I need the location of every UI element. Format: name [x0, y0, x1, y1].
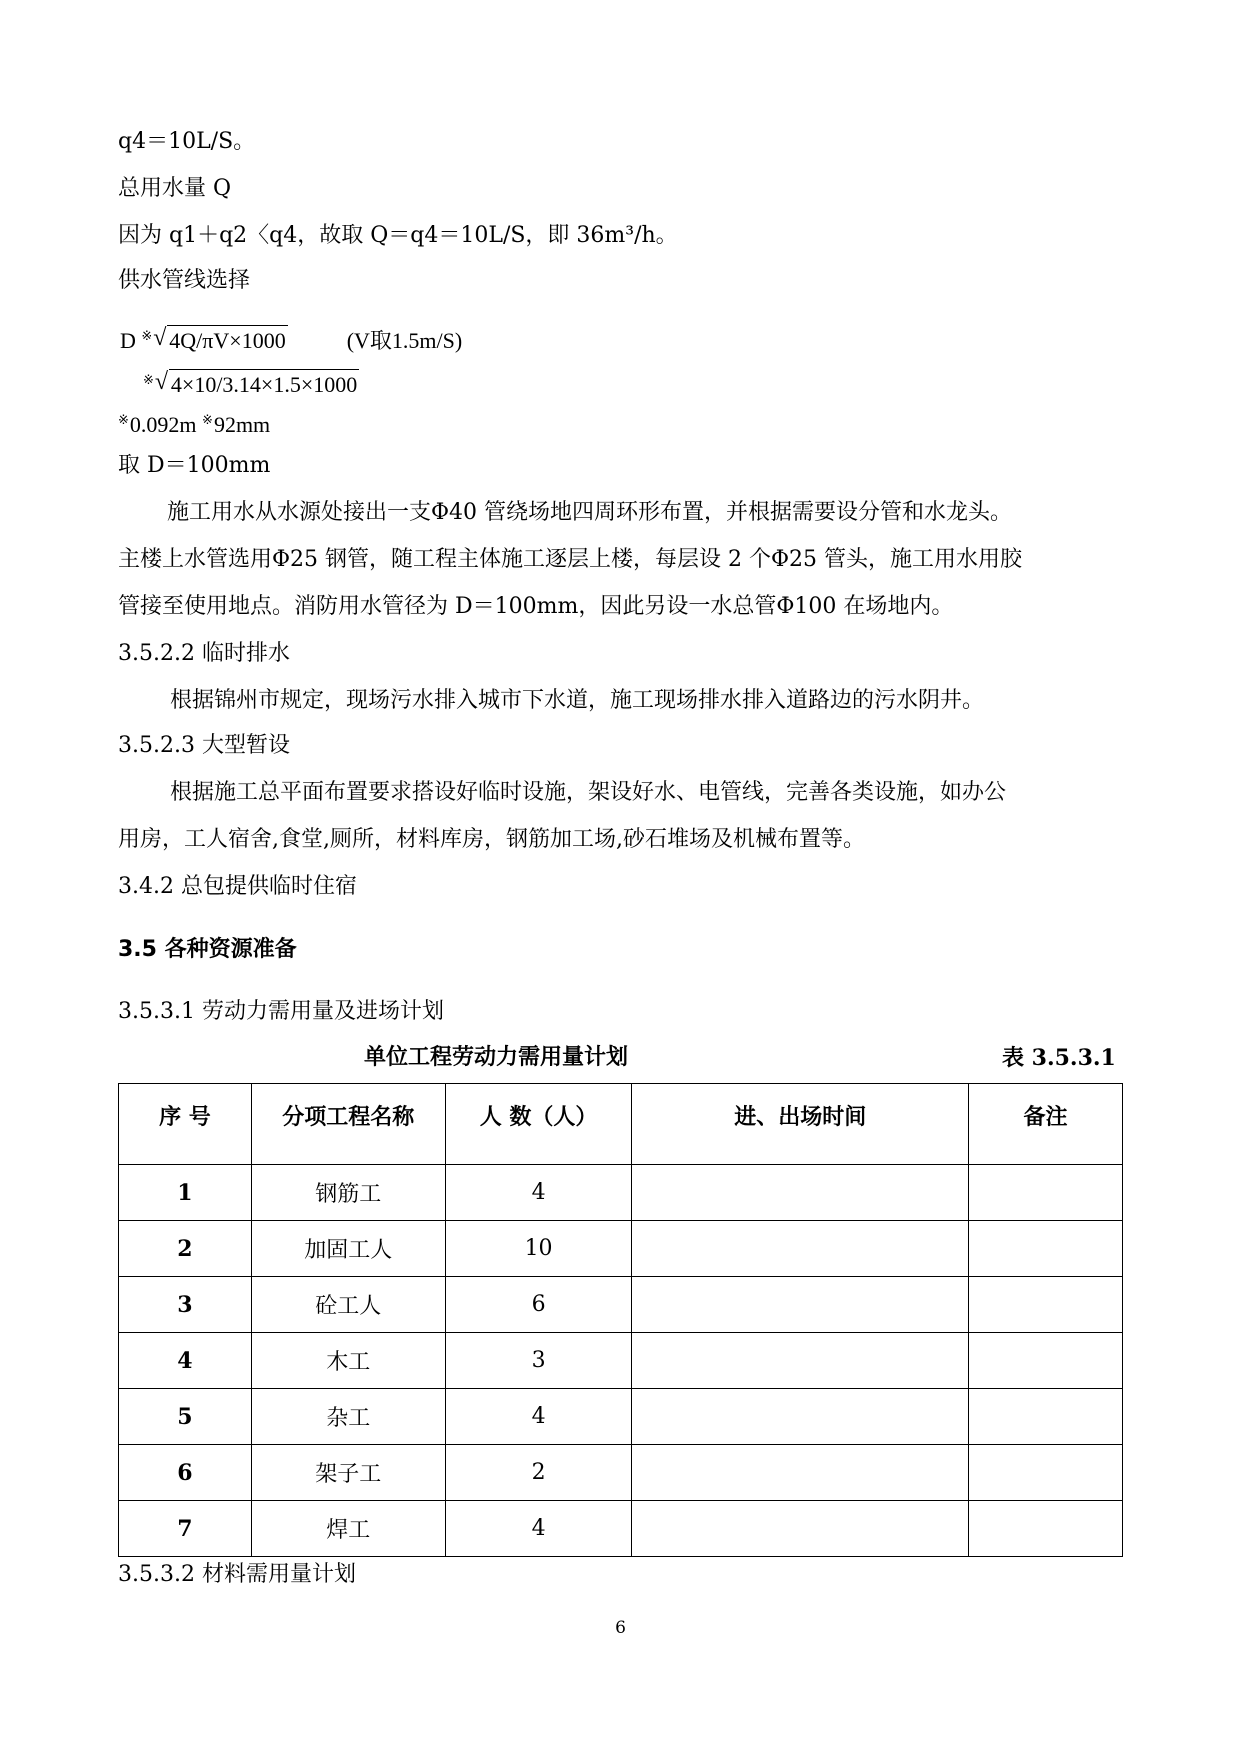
text-line: 因为 q1＋q2〈q4，故取 Q＝q4＝10L/S，即 36m³/h。: [118, 223, 678, 248]
formula-symbol: ※: [141, 328, 152, 343]
section-title: 3.5 各种资源准备: [118, 937, 297, 962]
formula-value: 0.092m: [129, 412, 197, 437]
table-row: [119, 1445, 1123, 1501]
row-index: 1: [119, 1165, 252, 1221]
paragraph-line: 施工用水从水源处接出一支Φ40 管绕场地四周环形布置，并根据需要设分管和水龙头。: [167, 500, 1013, 525]
radicand: 4×10/3.14×1.5×1000: [169, 369, 359, 400]
paragraph-line: 主楼上水管选用Φ25 钢管，随工程主体施工逐层上楼，每层设 2 个Φ25 管头，施工用水用胶: [118, 547, 1023, 572]
trade-name: 砼工人: [251, 1277, 445, 1333]
formula-line-1: [120, 321, 462, 356]
worker-count: 4: [445, 1389, 632, 1445]
table-number: 表 3.5.3.1: [1002, 1045, 1116, 1071]
entry-exit-time: [632, 1501, 969, 1557]
radicand: 4Q/πV×1000: [167, 325, 287, 356]
trade-name: 木工: [251, 1333, 445, 1389]
worker-count: 4: [445, 1165, 632, 1221]
trade-name: 钢筋工: [251, 1165, 445, 1221]
row-index: 7: [119, 1501, 252, 1557]
column-header: 分项工程名称: [251, 1084, 445, 1165]
entry-exit-time: [632, 1445, 969, 1501]
remark: [969, 1277, 1123, 1333]
section-heading: 3.5.3.2 材料需用量计划: [118, 1562, 356, 1587]
column-header: 备注: [969, 1084, 1123, 1165]
worker-count: 2: [445, 1445, 632, 1501]
trade-name: 架子工: [251, 1445, 445, 1501]
remark: [969, 1501, 1123, 1557]
worker-count: 3: [445, 1333, 632, 1389]
table-caption: 单位工程劳动力需用量计划: [364, 1045, 629, 1070]
text-line: 总用水量 Q: [118, 176, 232, 201]
paragraph-line: 用房，工人宿舍,食堂,厕所，材料库房，钢筋加工场,砂石堆场及机械布置等。: [118, 827, 865, 852]
formula-var: D: [120, 328, 136, 353]
formula-note: (V取1.5m/S): [346, 328, 463, 353]
entry-exit-time: [632, 1277, 969, 1333]
section-heading: 3.4.2 总包提供临时住宿: [118, 874, 357, 899]
section-heading: 3.5.3.1 劳动力需用量及进场计划: [118, 999, 444, 1024]
row-index: 3: [119, 1277, 252, 1333]
table-header-row: [119, 1084, 1123, 1165]
row-index: 5: [119, 1389, 252, 1445]
text-line: 取 D＝100mm: [118, 453, 271, 478]
remark: [969, 1333, 1123, 1389]
table-row: [119, 1221, 1123, 1277]
entry-exit-time: [632, 1333, 969, 1389]
table-row: [119, 1389, 1123, 1445]
row-index: 6: [119, 1445, 252, 1501]
formula-line-2: [143, 365, 359, 400]
sqrt-expression: [155, 369, 359, 400]
section-heading: 3.5.2.2 临时排水: [118, 641, 290, 666]
column-header: 序 号: [119, 1084, 252, 1165]
row-index: 4: [119, 1333, 252, 1389]
trade-name: 焊工: [251, 1501, 445, 1557]
trade-name: 杂工: [251, 1389, 445, 1445]
remark: [969, 1165, 1123, 1221]
table-row: [119, 1277, 1123, 1333]
formula-value: 92mm: [213, 412, 271, 437]
formula-symbol: ※: [118, 412, 128, 427]
column-header: 进、出场时间: [632, 1084, 969, 1165]
worker-count: 4: [445, 1501, 632, 1557]
remark: [969, 1445, 1123, 1501]
paragraph-line: 根据施工总平面布置要求搭设好临时设施，架设好水、电管线，完善各类设施，如办公: [170, 780, 1007, 805]
trade-name: 加固工人: [251, 1221, 445, 1277]
entry-exit-time: [632, 1389, 969, 1445]
worker-count: 10: [445, 1221, 632, 1277]
entry-exit-time: [632, 1221, 969, 1277]
table-row: [119, 1333, 1123, 1389]
page-number: 6: [615, 1618, 626, 1638]
labor-plan-table: [118, 1083, 1123, 1557]
worker-count: 6: [445, 1277, 632, 1333]
text-line: 供水管线选择: [118, 268, 251, 293]
remark: [969, 1389, 1123, 1445]
sqrt-expression: [153, 325, 287, 356]
formula-symbol: ※: [143, 372, 153, 387]
entry-exit-time: [632, 1165, 969, 1221]
remark: [969, 1221, 1123, 1277]
table-row: [119, 1165, 1123, 1221]
paragraph-line: 根据锦州市规定，现场污水排入城市下水道，施工现场排水排入道路边的污水阴井。: [170, 688, 985, 713]
section-heading: 3.5.2.3 大型暂设: [118, 733, 290, 758]
formula-line-3: [118, 405, 270, 440]
table-row: [119, 1501, 1123, 1557]
formula-symbol: ※: [202, 412, 212, 427]
paragraph-line: 管接至使用地点。消防用水管径为 D＝100mm，因此另设一水总管Φ100 在场地内。: [118, 594, 954, 619]
column-header: 人 数（人）: [445, 1084, 632, 1165]
text-line: q4＝10L/S。: [118, 129, 256, 154]
row-index: 2: [119, 1221, 252, 1277]
